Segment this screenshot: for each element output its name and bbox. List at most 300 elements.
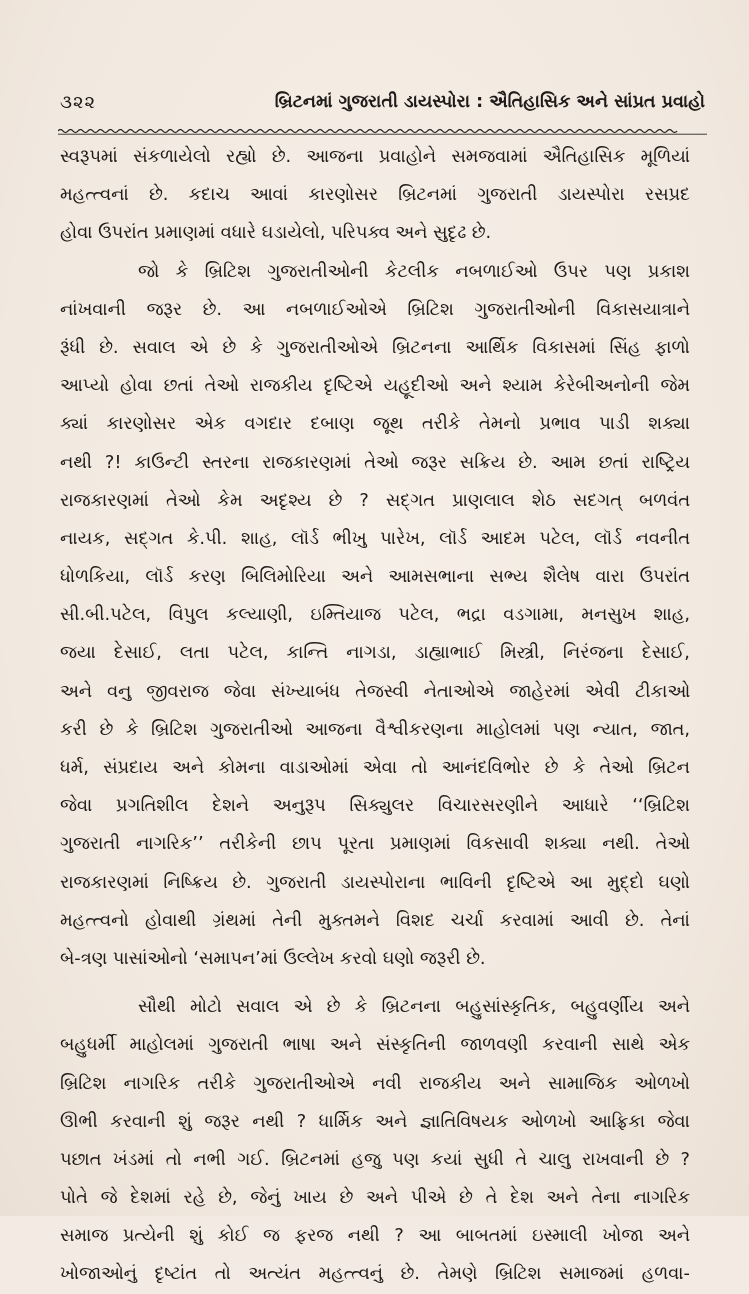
- word: જેવા: [657, 1110, 690, 1132]
- word: સમજવામાં: [451, 146, 528, 167]
- word: છતાં: [163, 375, 194, 397]
- word: છે,: [218, 1187, 238, 1209]
- word: તેમનો: [478, 413, 521, 435]
- word: ફરજ: [294, 1225, 334, 1247]
- word: નથી: [252, 1110, 285, 1132]
- word: પ્રભાવ: [539, 413, 581, 435]
- word: લૉર્ડ: [145, 566, 174, 588]
- word: આર્થિક: [465, 336, 519, 358]
- word: પ્રાણલાલ: [452, 489, 515, 511]
- word: સક્રિય: [459, 451, 506, 473]
- text-line: [60, 558, 690, 596]
- word: માહોલમાં: [129, 1034, 194, 1056]
- word: વડગામા,: [503, 604, 565, 626]
- word: સંસ્કૃતિની: [376, 1034, 447, 1056]
- word: વિકસાવી: [466, 833, 530, 855]
- word: છે: [328, 489, 343, 511]
- word: નેતાઓએ: [423, 680, 495, 702]
- text-line: [60, 291, 690, 329]
- word: રાજકારણમાં: [60, 489, 149, 511]
- word: તેની: [272, 909, 303, 931]
- text-line: [60, 520, 690, 558]
- word: માહોલમાં: [476, 718, 541, 740]
- word: વાડાઓમાં: [279, 757, 349, 778]
- word: તેઓ: [655, 833, 690, 855]
- word: ગુજરાતીઓની: [474, 298, 576, 320]
- word: કારણોસર: [308, 184, 378, 206]
- word: સામાજિક: [548, 1072, 618, 1094]
- word: વારા: [595, 566, 625, 588]
- word: આ: [569, 871, 593, 893]
- word: મૂળિયાં: [640, 146, 690, 167]
- word: રાજકીય: [249, 375, 313, 397]
- wavy-rule-icon: [58, 127, 707, 135]
- word: તો: [165, 1148, 182, 1170]
- word: અને: [375, 1110, 408, 1132]
- word: કે.પી.: [186, 527, 228, 549]
- word: ગઈ.: [237, 1148, 270, 1170]
- word: છે: [99, 718, 114, 740]
- paragraph: [60, 138, 690, 253]
- word: લૉર્ડ: [291, 527, 319, 549]
- word: ગુજરાતીઓએ: [253, 1072, 355, 1094]
- paragraph-gap: [60, 978, 690, 988]
- word: લૉર્ડ: [594, 527, 622, 549]
- word: સંકળાયેલો: [133, 146, 211, 167]
- word: શું: [189, 1225, 203, 1247]
- text-line: [60, 444, 690, 482]
- word: મુદ્દો: [607, 871, 644, 893]
- word: જ્ઞાતિવિષયક: [419, 1110, 509, 1132]
- word: દેશને: [212, 795, 250, 817]
- word: રાખવાની: [581, 1148, 644, 1170]
- word: ધોળકિયા,: [60, 566, 131, 588]
- word: કરી: [60, 718, 87, 740]
- text-line: [60, 749, 690, 787]
- running-title: બ્રિટનમાં ગુજરાતી ડાયસ્પોરા : ઐતિહાસિક અને સાંપ્રત પ્રવાહો: [274, 92, 705, 112]
- word: કે: [250, 336, 263, 358]
- word: પ્રકાશ: [647, 260, 690, 282]
- text-line: [60, 596, 690, 634]
- word: ગુજરાતીઓની: [267, 260, 369, 282]
- word: જાત,: [650, 718, 690, 740]
- word: આજના: [305, 718, 363, 740]
- word: નવનીત: [635, 527, 690, 549]
- text-line: [60, 1217, 690, 1255]
- word: શૈલેષ: [542, 566, 581, 588]
- word: છે: [655, 1148, 670, 1170]
- word: બિલિમોરિયા: [240, 566, 326, 588]
- text-line: [60, 329, 690, 367]
- word: બ્રિટન: [647, 757, 690, 778]
- word: છે.: [518, 451, 538, 473]
- word: બ્રિટિશ: [60, 1072, 107, 1094]
- word: પ્રગતિશીલ: [115, 795, 189, 817]
- word: મહત્ત્વનું: [318, 1263, 383, 1285]
- word: ગુજરાતીઓએ: [276, 336, 379, 358]
- word: આધારે: [561, 795, 609, 817]
- word: રાજકીય: [418, 1072, 482, 1094]
- text-line: [60, 482, 690, 520]
- word: વિકાસયાત્રાને: [596, 298, 690, 320]
- word: બહુવર્ણીય: [570, 996, 644, 1018]
- word: કેમ: [217, 489, 243, 511]
- text-line: [60, 1255, 690, 1293]
- word: શું: [178, 1110, 192, 1132]
- word: પ્રવાહોને: [378, 146, 437, 167]
- word: અનુરૂપ: [272, 795, 326, 817]
- text-line: [60, 176, 690, 214]
- word: એવા: [362, 757, 398, 778]
- word: પ્રત્યેની: [122, 1225, 175, 1247]
- word: બળવંત: [638, 489, 690, 511]
- word: કેટલીક: [384, 260, 439, 282]
- word: કે: [572, 757, 586, 778]
- word: નભી: [193, 1148, 226, 1170]
- word: પૂરતા: [337, 833, 375, 855]
- text-line: [60, 864, 690, 902]
- word: જાળવણી: [460, 1034, 528, 1056]
- word: અને: [657, 1225, 690, 1247]
- word: જો: [138, 260, 160, 282]
- word: આજના: [306, 146, 364, 167]
- text-line: બે-ત્રણ પાસાંઓનો ‘સમાપન’માં ઉલ્લેખ કરવો ઘણો જરૂરી છે.: [60, 947, 486, 969]
- word: જેવા: [60, 795, 93, 817]
- word: જૂથ: [372, 413, 404, 435]
- word: આનંદવિભોર: [441, 757, 531, 778]
- word: પણ: [604, 260, 632, 282]
- word: પટેલ,: [227, 642, 269, 664]
- word: ?: [296, 1110, 307, 1132]
- word: સંપ્રદાય: [103, 757, 158, 778]
- text-line: [60, 1103, 690, 1141]
- word: ઇમ્તિયાજ: [310, 604, 382, 626]
- word: ગુજરાતી: [477, 184, 538, 206]
- word: ગુજરાતી: [266, 871, 327, 893]
- word: તેમણે: [437, 1263, 478, 1285]
- word: અને: [546, 1187, 579, 1209]
- word: લતા: [179, 642, 210, 664]
- word: ક્યાં: [60, 413, 88, 435]
- text-line: [60, 988, 690, 1026]
- word: છે: [326, 996, 341, 1018]
- word: તેઓ: [204, 375, 239, 397]
- header-ornamental-rule: [58, 127, 707, 135]
- word: સાથે: [611, 1034, 645, 1056]
- word: ?: [359, 489, 369, 511]
- word: રહે: [183, 1187, 206, 1209]
- text-line: [60, 711, 690, 749]
- word: છે: [459, 1187, 473, 1209]
- text-line: [60, 253, 690, 291]
- word: સદ્‌ગત: [385, 489, 435, 511]
- text-line: [60, 787, 690, 825]
- word: મહત્ત્વનો: [60, 909, 129, 931]
- word: મહત્ત્વનાં: [60, 184, 129, 206]
- word: અને: [657, 996, 690, 1018]
- word: ગુજરાતી: [60, 833, 121, 855]
- word: ભાષા: [282, 1034, 316, 1056]
- word: તો: [214, 1263, 231, 1285]
- word: વિચારસરણીને: [437, 795, 539, 817]
- word: ખાય: [293, 1187, 327, 1209]
- word: જે: [100, 1187, 118, 1209]
- word: જરૂર: [411, 451, 447, 473]
- word: કોમના: [218, 757, 266, 778]
- word: ?: [680, 1148, 690, 1170]
- word: જાહેરમાં: [509, 680, 571, 702]
- word: રહ્યો: [226, 146, 257, 167]
- word: સવાલ: [236, 996, 280, 1018]
- word: પણ: [553, 718, 581, 740]
- word: ટીકાઓ: [634, 680, 690, 702]
- word: છે: [339, 1187, 354, 1209]
- word: ધર્મ,: [60, 757, 89, 778]
- word: કરવાની: [110, 1110, 166, 1132]
- word: બ્રિટિશ: [204, 260, 251, 282]
- word: દેશ: [510, 1187, 534, 1209]
- word: છે.: [400, 1263, 420, 1285]
- text-line: [60, 902, 690, 940]
- word: સમાજમાં: [558, 1263, 624, 1285]
- word: બ્રિટિશ: [494, 1263, 542, 1285]
- word: યહૂદીઓ: [383, 375, 449, 397]
- word: નિષ્ક્રિય: [163, 871, 218, 893]
- word: આમ: [550, 451, 586, 473]
- word: અને: [459, 375, 492, 397]
- word: અત્યંત: [248, 1263, 301, 1285]
- word: બ્રિટનના: [381, 996, 441, 1018]
- text-line: [60, 634, 690, 672]
- word: કોઈ: [217, 1225, 249, 1247]
- word: અને: [498, 1072, 531, 1094]
- text-line: [60, 1141, 690, 1179]
- word: રસપ્રદ: [644, 184, 690, 206]
- word: અને: [329, 1034, 362, 1056]
- word: દૃષ્ટાંત: [154, 1263, 197, 1285]
- page-header: [60, 92, 705, 122]
- word: કયાં: [430, 1148, 463, 1170]
- word: છે.: [148, 184, 169, 206]
- word: સ્તરના: [201, 451, 250, 473]
- word: નાગરિક: [123, 1072, 181, 1094]
- word: તે: [515, 1148, 528, 1170]
- word: નાયક,: [60, 527, 111, 549]
- word: તરીકે: [197, 1072, 236, 1094]
- word: સુધી: [473, 1148, 504, 1170]
- word: નબળાઈઓએ: [285, 298, 387, 320]
- word: સભ્ય: [489, 566, 528, 588]
- word: હજુ: [351, 1148, 381, 1170]
- word: અને: [341, 566, 374, 588]
- word: જ: [262, 1225, 280, 1247]
- word: કદાચ: [188, 184, 230, 206]
- word: તેજસ્વી: [355, 680, 409, 702]
- word: ઊભી: [60, 1110, 98, 1132]
- word: નાગરિક: [633, 1187, 690, 1209]
- word: નાગડા,: [346, 642, 397, 664]
- word: પછાત: [60, 1148, 102, 1170]
- word: ફાળો: [654, 336, 690, 358]
- word: હોવાથી: [145, 909, 197, 931]
- word: હોવા: [120, 375, 153, 397]
- text-line: [60, 825, 690, 863]
- text-line: [60, 367, 690, 405]
- word: ગુજરાતીઓ: [209, 718, 293, 740]
- text-line: [60, 1026, 690, 1064]
- word: કે: [354, 996, 368, 1018]
- word: ખોજા: [602, 1225, 644, 1247]
- text-line: [60, 1179, 690, 1217]
- word: કે: [125, 718, 139, 740]
- word: કરણ: [188, 566, 226, 588]
- word: તો: [411, 757, 428, 778]
- word: એ: [189, 336, 209, 358]
- word: ભીખુ: [332, 527, 367, 549]
- word: કરવાની: [542, 1034, 598, 1056]
- word: બહુધર્મી: [60, 1034, 116, 1056]
- word: વગદાર: [244, 413, 292, 435]
- word: છતાં: [598, 451, 629, 473]
- word: જેમ: [660, 375, 690, 397]
- word: ભાવિની: [439, 871, 492, 893]
- word: રૂંધી: [60, 336, 86, 358]
- word: ગુજરાતી: [208, 1034, 269, 1056]
- word: અને: [366, 1187, 399, 1209]
- word: જેવા: [223, 680, 257, 702]
- word: કાન્તિ: [286, 642, 329, 664]
- word: એ: [293, 996, 313, 1018]
- word: દબાણ: [310, 413, 355, 435]
- word: નાંખવાની: [60, 298, 126, 320]
- word: બ્રિટિશ: [150, 718, 198, 740]
- word: કેરેબીઅનોની: [553, 375, 650, 397]
- word: ભદ્રા: [456, 604, 486, 626]
- word: ?!: [104, 451, 122, 473]
- word: શ્યામ: [502, 375, 543, 397]
- word: આદમ: [480, 527, 526, 549]
- word: જેનું: [250, 1187, 281, 1209]
- word: નથી: [60, 451, 92, 473]
- word: છે.: [232, 871, 252, 893]
- word: તરીકે: [421, 413, 461, 435]
- word: વિકાસમાં: [532, 336, 596, 358]
- word: નથી: [347, 1225, 380, 1247]
- word: સદગત્: [572, 489, 622, 511]
- word: સી.બી.પટેલ,: [60, 604, 152, 626]
- word: કાઉન્ટી: [134, 451, 190, 473]
- word: દૃષ્ટિએ: [506, 871, 556, 893]
- word: પોતે: [60, 1187, 88, 1209]
- word: ખંડમાં: [112, 1148, 155, 1170]
- word: ગ્રંથમાં: [212, 909, 256, 931]
- word: રાજકારણમાં: [262, 451, 352, 473]
- word: નિરંજના: [562, 642, 624, 664]
- word: સવાલ: [132, 336, 176, 358]
- word: મિસ્ત્રી,: [500, 642, 545, 664]
- word: વૈશ્વીકરણના: [375, 718, 464, 740]
- word: પણ: [392, 1148, 420, 1170]
- word: ન્યાત,: [592, 718, 638, 740]
- word: એક: [658, 1034, 690, 1056]
- page-number: ૩૨૨: [60, 92, 97, 113]
- word: નાગરિક’’: [135, 833, 204, 855]
- paragraph: [60, 988, 690, 1294]
- word: બ્રિટિશ: [407, 298, 454, 320]
- word: આપ્યો: [60, 375, 110, 397]
- word: શક્યા: [544, 833, 587, 855]
- word: સૌથી: [138, 996, 176, 1018]
- word: બ્રિટનના: [392, 336, 452, 358]
- word: ઉપર: [553, 260, 588, 282]
- word: શાહ,: [241, 527, 278, 549]
- text-line: [60, 138, 690, 176]
- word: પાડી: [599, 413, 630, 435]
- word: બ્રિટનમાં: [398, 184, 457, 206]
- word: એક: [194, 413, 226, 435]
- word: ખોજાઓનું: [60, 1263, 137, 1285]
- word: શેઠ: [531, 489, 556, 511]
- word: બ્રિટનમાં: [281, 1148, 340, 1170]
- word: ઓળખો: [520, 1110, 577, 1132]
- word: નબળાઈઓ: [455, 260, 538, 282]
- word: ઐતિહાસિક: [542, 146, 626, 167]
- word: તેઓ: [364, 451, 399, 473]
- word: ધાર્મિક: [318, 1110, 363, 1132]
- word: દેસાઈ,: [113, 642, 162, 664]
- word: મનસુખ: [581, 604, 637, 626]
- word: નવી: [372, 1072, 402, 1094]
- word: દૃષ્ટિએ: [323, 375, 373, 397]
- word: હળવા-: [641, 1263, 690, 1285]
- word: કારણોસર: [106, 413, 177, 435]
- text-line: [60, 1065, 690, 1103]
- word: દેશમાં: [130, 1187, 171, 1209]
- word: નથી.: [602, 833, 640, 855]
- text-line: હોવા ઉપરાંત પ્રમાણમાં વધારે ઘડાયેલો, પરિપક્વ અને સુદૃઢ છે.: [60, 222, 492, 244]
- text-line: [60, 405, 690, 443]
- word: વનુ: [106, 680, 132, 702]
- word: રાજકારણમાં: [60, 871, 149, 893]
- word: મોટો: [189, 996, 222, 1018]
- word: વિશદ: [395, 909, 435, 931]
- word: સંખ્યાબંધ: [271, 680, 341, 702]
- word: છે.: [271, 146, 292, 167]
- word: રાષ્ટ્રિય: [641, 451, 690, 473]
- word: પારેખ,: [380, 527, 426, 549]
- word: ડાયસ્પોરા: [557, 184, 625, 206]
- word: છે.: [624, 909, 645, 931]
- word: સદ્‌ગત: [124, 527, 174, 549]
- word: આવાં: [249, 184, 288, 206]
- word: પટેલ,: [398, 604, 440, 626]
- word: ડાહ્યાભાઈ: [414, 642, 483, 664]
- word: કલ્યાણી,: [226, 604, 293, 626]
- word: અને: [60, 680, 93, 702]
- word: આ: [242, 298, 266, 320]
- word: સ્વરૂપમાં: [60, 146, 118, 167]
- word: આવી: [570, 909, 609, 931]
- word: પટેલ,: [539, 527, 581, 549]
- word: ઓળખો: [634, 1072, 690, 1094]
- word: પીએ: [410, 1187, 447, 1209]
- text-line: [60, 673, 690, 711]
- word: તેઓ: [599, 757, 634, 778]
- word: આફ્રિકા: [588, 1110, 646, 1132]
- word: જરૂર: [204, 1110, 240, 1132]
- word: પ્રમાણમાં: [389, 833, 451, 855]
- word: છે: [544, 757, 559, 778]
